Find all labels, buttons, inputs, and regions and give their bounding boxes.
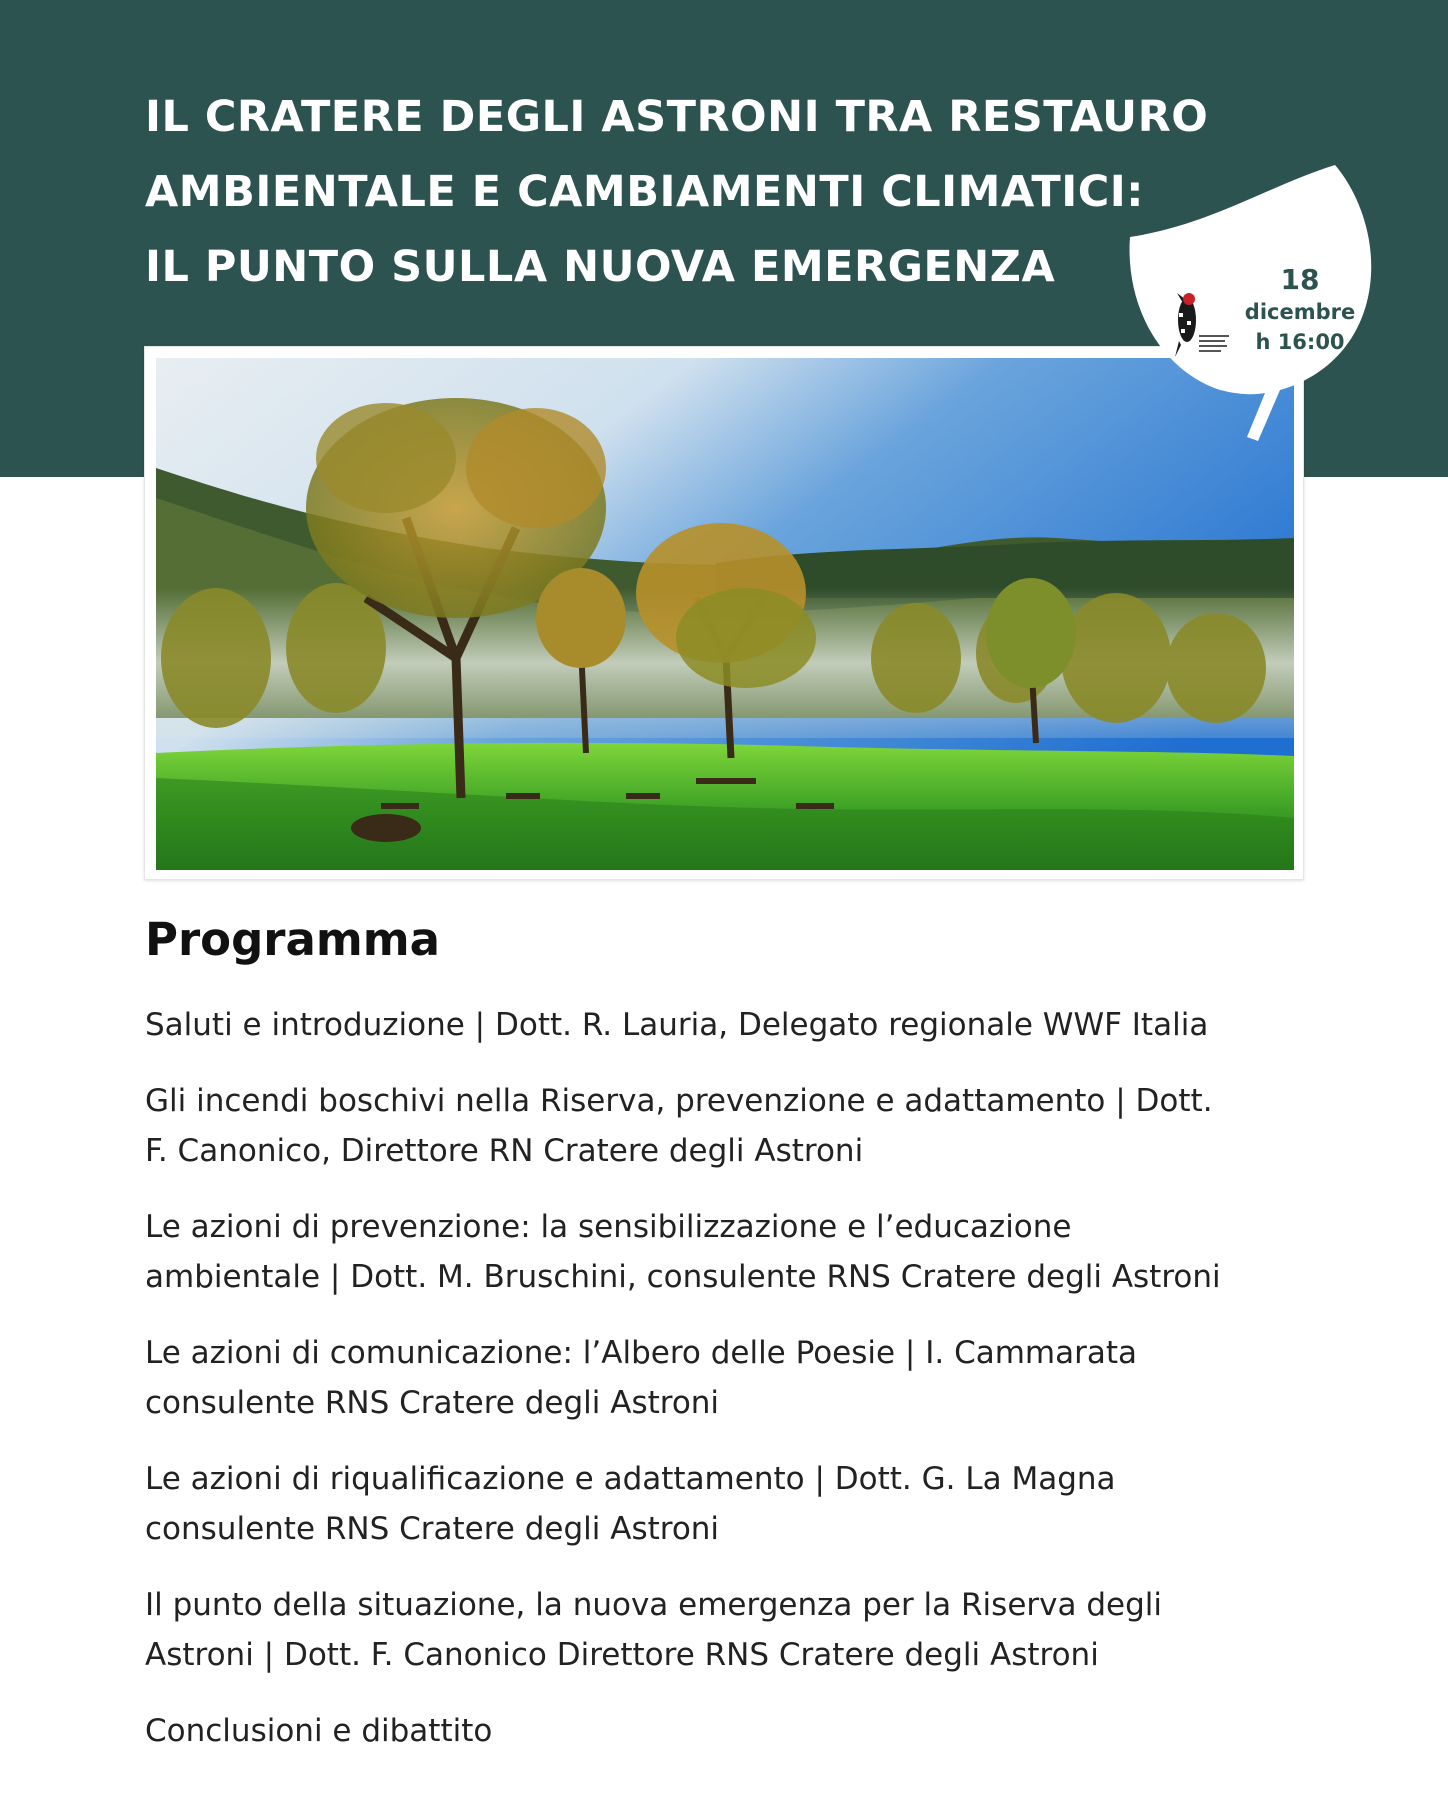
program-item xyxy=(145,1454,1315,1554)
event-title xyxy=(145,80,1209,305)
program-item xyxy=(145,1580,1315,1680)
program-item-line: Conclusioni e dibattito xyxy=(145,1713,493,1749)
title-line: IL CRATERE DEGLI ASTRONI TRA RESTAURO xyxy=(145,92,1209,142)
program-item-line: Le azioni di riqualificazione e adattamento | Dott. G. La Magna xyxy=(145,1461,1116,1497)
program-item xyxy=(145,1328,1315,1428)
title-line: IL PUNTO SULLA NUOVA EMERGENZA xyxy=(145,242,1056,292)
program-item-line: F. Canonico, Direttore RN Cratere degli Astroni xyxy=(145,1133,864,1169)
program-item-line: consulente RNS Cratere degli Astroni xyxy=(145,1385,720,1421)
program-item xyxy=(145,1076,1315,1176)
program-item-line: consulente RNS Cratere degli Astroni xyxy=(145,1511,720,1547)
program-item xyxy=(145,1202,1315,1302)
program-item-line: Astroni | Dott. F. Canonico Direttore RNS Cratere degli Astroni xyxy=(145,1637,1099,1673)
event-month: dicembre xyxy=(1244,300,1356,324)
program-item-line: Gli incendi boschivi nella Riserva, prevenzione e adattamento | Dott. xyxy=(145,1083,1213,1119)
program-item-line: ambientale | Dott. M. Bruschini, consulente RNS Cratere degli Astroni xyxy=(145,1259,1221,1295)
program-item-line: Le azioni di prevenzione: la sensibilizzazione e l’educazione xyxy=(145,1209,1072,1245)
title-line: AMBIENTALE E CAMBIAMENTI CLIMATICI: xyxy=(145,167,1144,217)
program-heading: Programma xyxy=(145,913,441,966)
event-date xyxy=(1225,263,1375,357)
program-item xyxy=(145,1706,1315,1756)
program-item-line: Saluti e introduzione | Dott. R. Lauria, Delegato regionale WWF Italia xyxy=(145,1007,1209,1043)
event-time: h 16:00 xyxy=(1255,330,1345,354)
date-leaf-badge xyxy=(1120,155,1380,445)
program-item-line: Il punto della situazione, la nuova emergenza per la Riserva degli xyxy=(145,1587,1162,1623)
program-item-line: Le azioni di comunicazione: l’Albero delle Poesie | I. Cammarata xyxy=(145,1335,1137,1371)
event-day: 18 xyxy=(1280,263,1320,296)
program-list xyxy=(145,1000,1315,1782)
program-item xyxy=(145,1000,1315,1050)
